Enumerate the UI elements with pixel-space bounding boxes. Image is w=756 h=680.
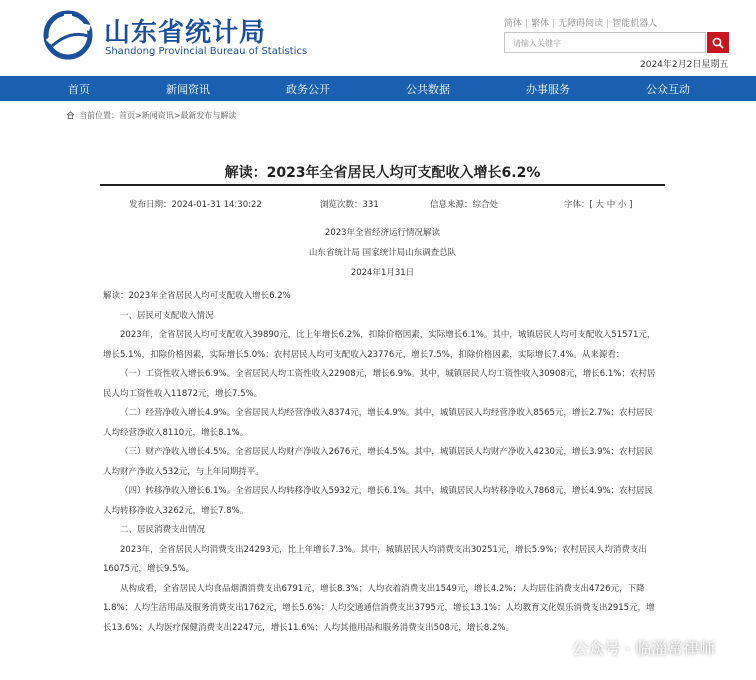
breadcrumb — [66, 110, 236, 121]
search-button[interactable] — [707, 32, 729, 53]
article-title: 解读：2023年全省居民人均可支配收入增长6.2% — [224, 165, 541, 181]
paragraph: （二）经营净收入增长4.9%。全省居民人均经营净收入8374元，增长4.9%。其中，城镇居民人均经营净收入8565元，增长2.7%；农村居民人均经营净收入8110元，增长8.1%。 — [103, 408, 654, 438]
article — [100, 140, 665, 680]
font-size-switch[interactable]: 字体：[ 大 中 小 ] — [564, 200, 633, 210]
article-body — [103, 287, 661, 638]
link-traditional[interactable]: 繁体 — [531, 19, 550, 29]
paragraph: 2023年，全省居民人均消费支出24293元，比上年增长7.3%。其中，城镇居民人均消费支出30251元，增长5.9%；农村居民人均消费支出16075元，增长9.5%。 — [103, 544, 647, 574]
link-simplified[interactable]: 简体 — [504, 19, 523, 29]
site-subtitle: Shandong Provincial Bureau of Statistics — [105, 46, 308, 57]
wechat-icon — [548, 640, 566, 656]
paragraph: （一）工资性收入增长6.9%。全省居民人均工资性收入22908元，增长6.9%。其中，城镇居民人均工资性收入30908元，增长6.1%；农村居民人均工资性收入11872元，增长7.5%。 — [103, 369, 656, 399]
section-heading: 二、居民消费支出情况 — [120, 525, 206, 535]
search-input[interactable]: 请输入关键字 — [504, 32, 706, 53]
site-title[interactable]: 山东省统计局 — [104, 18, 267, 48]
paragraph-lead: 解读：2023年全省居民人均可支配收入增长6.2% — [103, 291, 291, 301]
nav-news[interactable]: 新闻资讯 — [166, 82, 210, 96]
section-heading: 一、居民可支配收入情况 — [120, 310, 214, 321]
link-accessible-reading[interactable]: 无障碍阅读 — [558, 19, 604, 29]
paragraph: （三）财产净收入增长4.5%。全省居民人均财产净收入2676元，增长4.5%。其中，城镇居民人均财产净收入4230元，增长3.9%；农村居民人均财产净收入532元，与上年同期持平。 — [103, 447, 654, 477]
nav-public-data[interactable]: 公共数据 — [406, 82, 450, 96]
nav-government-affairs[interactable]: 政务公开 — [286, 82, 330, 96]
watermark-text: 公众号 · 临淄常律师 — [572, 639, 716, 658]
paragraph: （四）转移净收入增长6.1%。全省居民人均转移净收入5932元，增长6.1%。其中，城镇居民人均转移净收入7868元，增长4.9%；农村居民人均转移净收入3262元，增长7.8%。 — [103, 486, 654, 516]
article-date: 2024年1月31日 — [350, 268, 415, 278]
breadcrumb-text[interactable]: 当前位置：首页>新闻资讯>最新发布与解读 — [79, 111, 237, 120]
bureau-logo-icon[interactable] — [40, 10, 96, 60]
article-authors: 山东省统计局 国家统计局山东调查总队 — [308, 248, 457, 258]
nav-services[interactable]: 办事服务 — [526, 82, 570, 96]
search-icon — [712, 37, 724, 49]
home-icon — [66, 111, 75, 119]
main-nav — [0, 76, 756, 101]
paragraph: 从构成看，全省居民人均食品烟酒消费支出6791元，增长8.3%；人均衣着消费支出1549元，增长4.2%；人均居住消费支出4726元，下降1.8%；人均生活用品及服务消费支出1762元，增长5.6%；人均交通通信消费支出3795元，增长13.1%；人均教育文化娱乐消费支出2915元，增长13.6%；人均医疗保健消费支出2247元，增长11.6%；人均其他用品和服务消费支出508元，增长8.2%。 — [103, 583, 655, 633]
nav-home[interactable]: 首页 — [68, 82, 90, 96]
top-links: 简体 | 繁体 | 无障碍阅读 | 智能机器人 — [504, 19, 658, 29]
info-source: 信息来源：综合处 — [430, 200, 499, 210]
nav-interaction[interactable]: 公众互动 — [646, 82, 690, 96]
paragraph: 2023年，全省居民人均可支配收入39890元，比上年增长6.2%，扣除价格因素，实际增长6.1%。其中，城镇居民人均可支配收入51571元，增长5.1%，扣除价格因素，实际增长5.0%；农村居民人均可支配收入23776元，增长7.5%，扣除价格因素，实际增长7.4%。从来源看： — [103, 330, 656, 360]
site-header — [0, 0, 756, 76]
article-subheading: 2023年全省经济运行情况解读 — [324, 228, 441, 238]
watermark — [548, 636, 715, 659]
link-smart-robot[interactable]: 智能机器人 — [612, 19, 658, 29]
title-divider — [100, 184, 665, 186]
view-count: 浏览次数：331 — [320, 200, 379, 210]
publish-date: 发布日期：2024-01-31 14:30:22 — [129, 200, 262, 210]
current-date: 2024年2月2日星期五 — [640, 60, 729, 70]
